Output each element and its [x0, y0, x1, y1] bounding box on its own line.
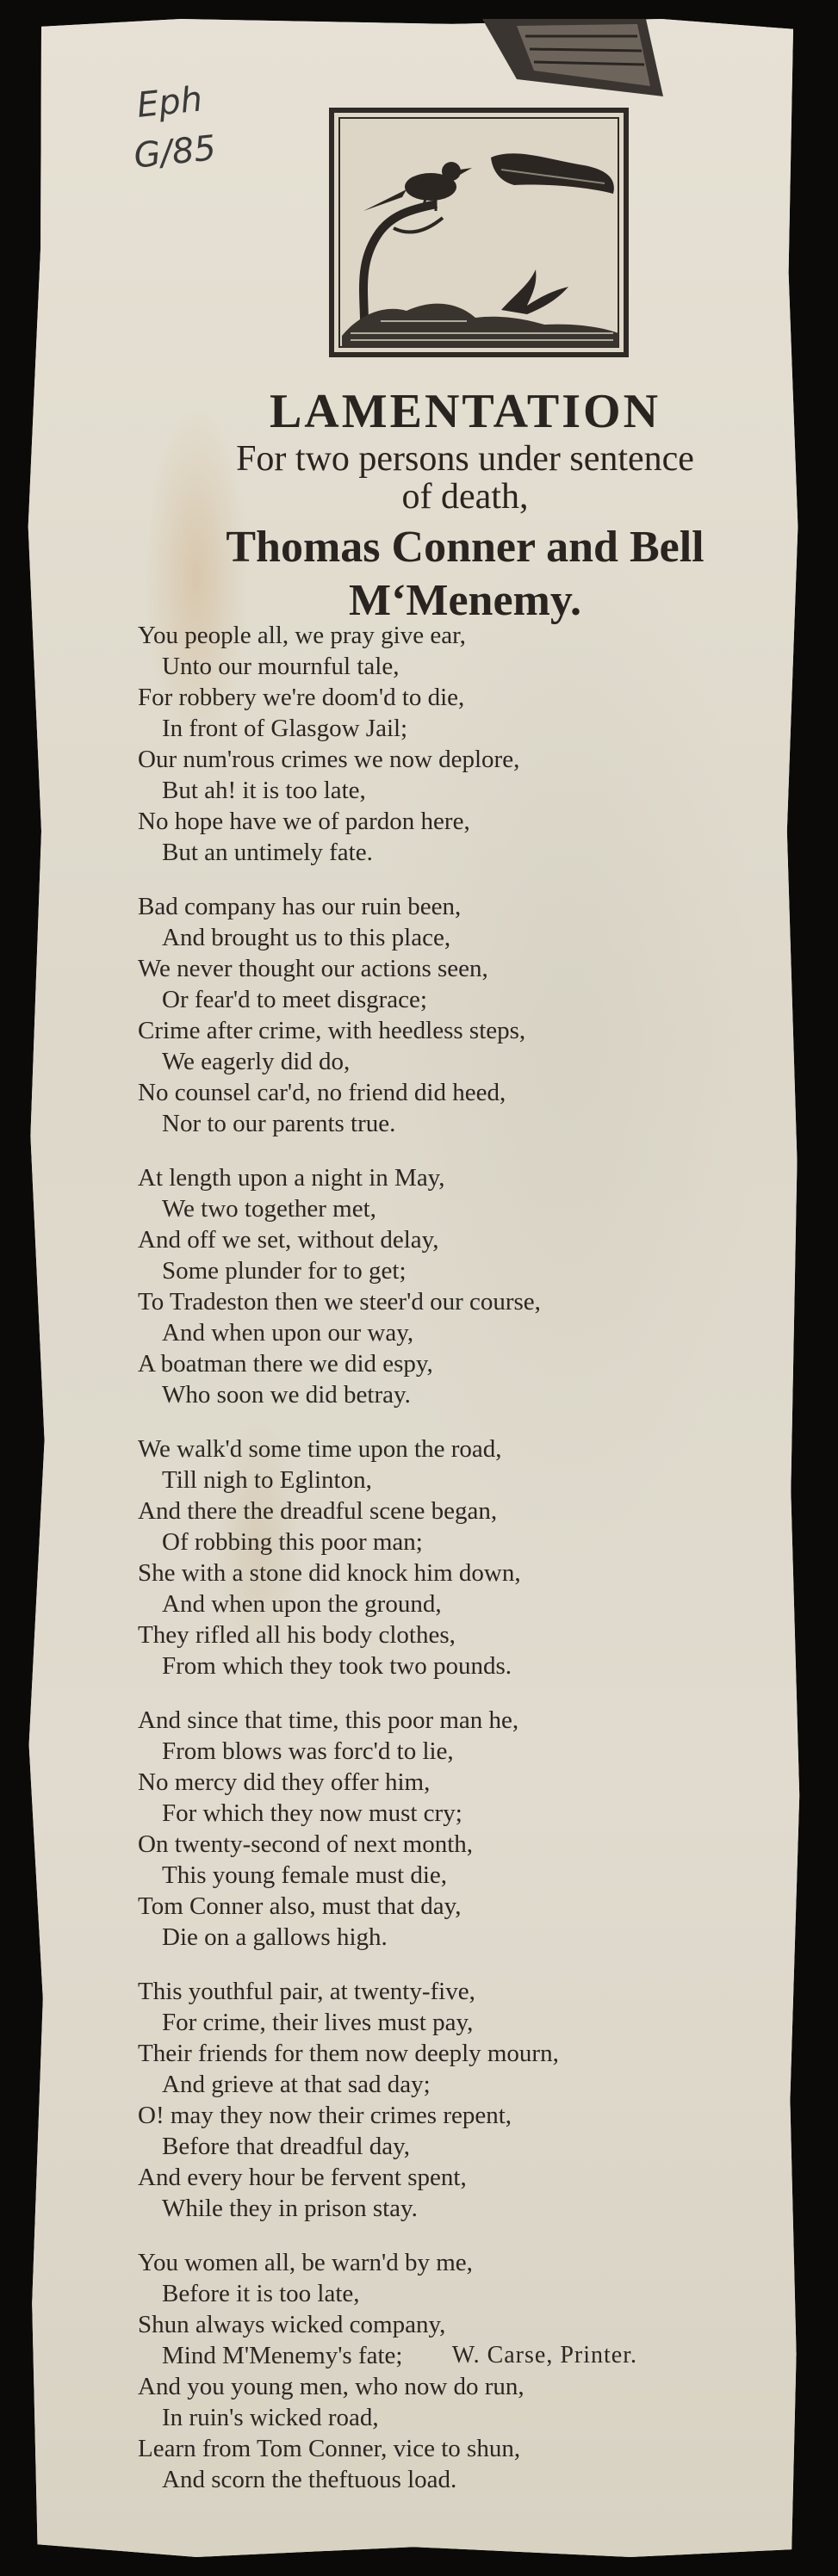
- verse-line: Mind M'Menemy's fate;: [162, 2342, 403, 2369]
- verse-line: From which they took two pounds.: [162, 1652, 512, 1680]
- verse-line: And you young men, who now do run,: [138, 2373, 525, 2400]
- verse-line: A boatman there we did espy,: [138, 1350, 433, 1378]
- verse-line: At length upon a night in May,: [138, 1164, 445, 1192]
- verse-line: Crime after crime, with heedless steps,: [138, 1017, 526, 1044]
- condemned-names-line-2: M‘Menemy.: [348, 576, 581, 625]
- verse-line: Some plunder for to get;: [162, 1257, 407, 1285]
- document-title: LAMENTATION: [269, 385, 661, 438]
- shelfmark-line-1: Eph: [134, 79, 205, 127]
- verse-line: We eagerly did do,: [162, 1048, 351, 1075]
- verse-line: On twenty-second of next month,: [138, 1830, 474, 1858]
- verse-line: Our num'rous crimes we now deplore,: [138, 746, 520, 773]
- verse-line: We never thought our actions seen,: [138, 955, 488, 982]
- subtitle-line-2: of death,: [401, 477, 529, 517]
- verse-line: Who soon we did betray.: [162, 1381, 411, 1409]
- verse-line: In ruin's wicked road,: [162, 2404, 379, 2431]
- verse-line: Nor to our parents true.: [162, 1110, 396, 1137]
- verse-line: For which they now must cry;: [162, 1799, 462, 1827]
- verse-line: Before that dreadful day,: [162, 2133, 410, 2160]
- verse-line: And brought us to this place,: [162, 924, 451, 951]
- verse-line: But ah! it is too late,: [162, 777, 366, 804]
- verse-line: We two together met,: [162, 1195, 376, 1223]
- stanza: [138, 1705, 741, 1953]
- verse-line: While they in prison stay.: [162, 2195, 418, 2222]
- verse-line: No counsel car'd, no friend did heed,: [138, 1079, 506, 1106]
- shelfmark-line-2: G/85: [132, 127, 218, 176]
- verse-line: You women all, be warn'd by me,: [138, 2249, 473, 2276]
- verse-line: For crime, their lives must pay,: [162, 2009, 474, 2036]
- verse-line: To Tradeston then we steer'd our course,: [138, 1288, 541, 1316]
- stanza: [138, 891, 741, 1139]
- verse-line: She with a stone did knock him down,: [138, 1559, 521, 1587]
- verse-line: This young female must die,: [162, 1861, 448, 1889]
- woodcut-bird-illustration: [329, 108, 629, 357]
- verse-line: And when upon the ground,: [162, 1590, 442, 1618]
- verse-line: Bad company has our ruin been,: [138, 893, 462, 920]
- condemned-names-line-1: Thomas Conner and Bell: [226, 523, 705, 572]
- verse-line: And off we set, without delay,: [138, 1226, 439, 1254]
- verse-line: This youthful pair, at twenty-five,: [138, 1978, 475, 2005]
- torn-corner-woodcut-fragment: [465, 19, 663, 98]
- stanza: [138, 1434, 741, 1681]
- verse-line: Of robbing this poor man;: [162, 1528, 423, 1556]
- verse-line: And grieve at that sad day;: [162, 2071, 431, 2098]
- stanza: [138, 1976, 741, 2224]
- stanza: [138, 1162, 741, 1410]
- printer-imprint: W. Carse, Printer.: [451, 2342, 637, 2369]
- verse-line: O! may they now their crimes repent,: [138, 2102, 512, 2129]
- stanza: [138, 2247, 741, 2495]
- verse-line: Or fear'd to meet disgrace;: [162, 986, 427, 1013]
- subtitle-line-1: For two persons under sentence: [236, 439, 694, 479]
- verse-line: But an untimely fate.: [162, 839, 373, 866]
- ballad-text: [138, 620, 741, 2518]
- verse-line: Till nigh to Eglinton,: [162, 1466, 372, 1494]
- verse-line: And since that time, this poor man he,: [138, 1706, 519, 1734]
- verse-line: No mercy did they offer him,: [138, 1768, 431, 1796]
- verse-line: And there the dreadful scene began,: [138, 1497, 498, 1525]
- verse-line: Tom Conner also, must that day,: [138, 1892, 462, 1920]
- verse-line: Their friends for them now deeply mourn,: [138, 2040, 559, 2067]
- stanza: [138, 620, 741, 868]
- verse-line: You people all, we pray give ear,: [138, 622, 466, 649]
- verse-line: And when upon our way,: [162, 1319, 414, 1347]
- verse-line: From blows was forc'd to lie,: [162, 1737, 454, 1765]
- verse-line: In front of Glasgow Jail;: [162, 715, 408, 742]
- verse-line: Die on a gallows high.: [162, 1923, 388, 1951]
- verse-line: Unto our mournful tale,: [162, 653, 400, 680]
- verse-line: For robbery we're doom'd to die,: [138, 684, 465, 711]
- verse-line: And every hour be fervent spent,: [138, 2164, 467, 2191]
- verse-line: No hope have we of pardon here,: [138, 808, 470, 835]
- handwritten-shelfmark: [98, 71, 245, 184]
- verse-line: Shun always wicked company,: [138, 2311, 446, 2338]
- verse-line: Before it is too late,: [162, 2280, 360, 2307]
- broadside-header: [164, 383, 767, 628]
- verse-line: They rifled all his body clothes,: [138, 1621, 456, 1649]
- verse-line: We walk'd some time upon the road,: [138, 1435, 502, 1463]
- verse-line: Learn from Tom Conner, vice to shun,: [138, 2435, 521, 2462]
- verse-line: And scorn the theftuous load.: [162, 2466, 457, 2493]
